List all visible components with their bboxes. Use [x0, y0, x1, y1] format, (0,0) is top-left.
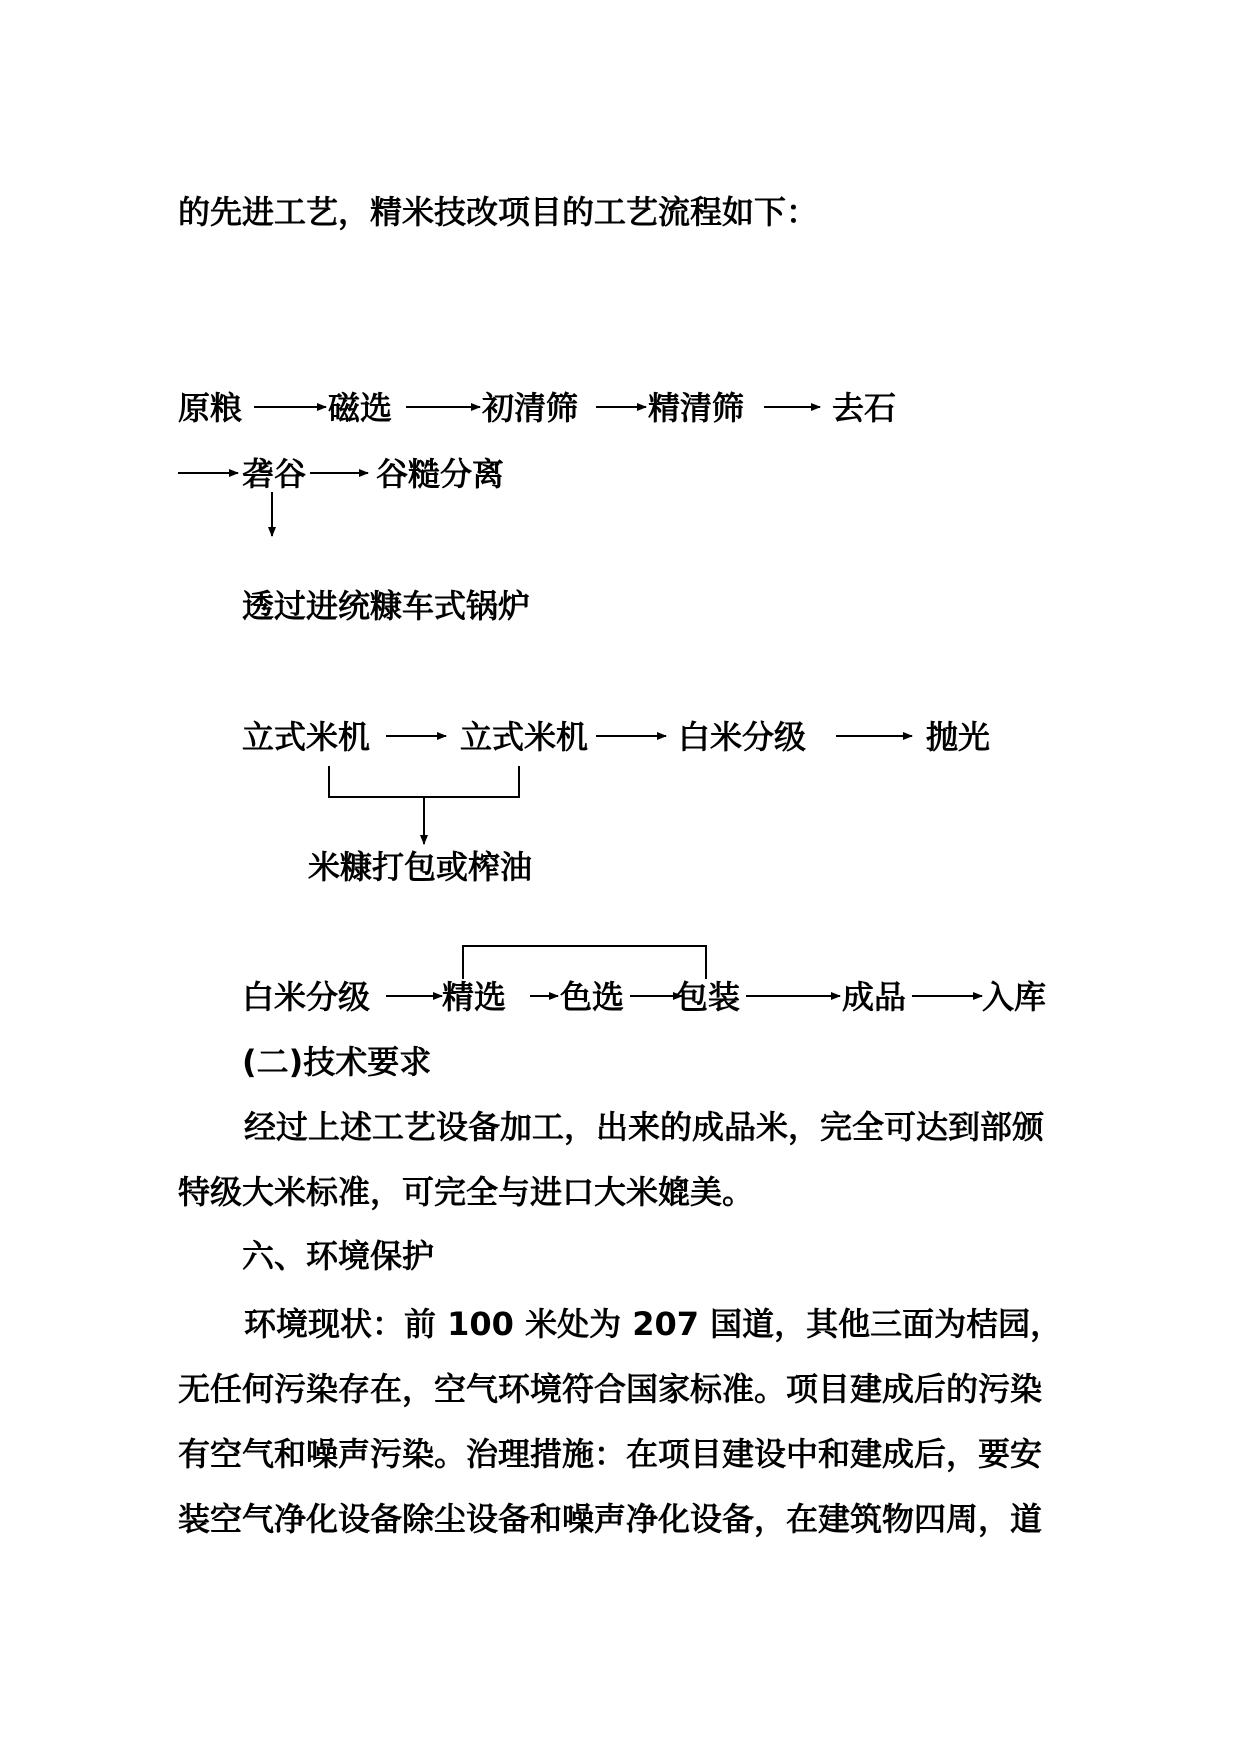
- section-6-heading: 六、环境保护: [242, 1237, 435, 1275]
- flow-bran-output: 米糠打包或榨油: [308, 848, 533, 886]
- flow-step-vertical-mill-1: 立式米机: [242, 718, 371, 756]
- flow-step-destone: 去石: [832, 389, 897, 427]
- flow-step-husking: 砻谷: [242, 455, 307, 493]
- flow-step-finished: 成品: [842, 978, 907, 1016]
- flow-step-magnetic: 磁选: [328, 389, 393, 427]
- flow-step-paddy-separation: 谷糙分离: [376, 455, 505, 493]
- flow-step-raw-grain: 原粮: [178, 389, 243, 427]
- intro-line: 的先进工艺，精米技改项目的工艺流程如下：: [178, 193, 819, 231]
- bran-bracket: [329, 766, 519, 797]
- flow-step-fine-clean: 精清筛: [648, 389, 745, 427]
- flow-step-color-sort: 色选: [560, 978, 625, 1016]
- flow-step-fine-select: 精选: [442, 978, 507, 1016]
- section-2-body: [178, 1095, 1068, 1225]
- section-6-body: [178, 1292, 1068, 1552]
- section-6-line-2: 无任何污染存在，空气环境符合国家标准。项目建成后的污染: [178, 1370, 1043, 1408]
- section-2-line-1: 经过上述工艺设备加工，出来的成品米，完全可达到部颁: [244, 1108, 1045, 1146]
- section-6-line-1: 环境现状：前 100 米处为 207 国道，其他三面为桔园，: [244, 1305, 1063, 1343]
- flow-step-vertical-mill-2: 立式米机: [460, 718, 589, 756]
- flow-step-grading: 白米分级: [678, 718, 807, 756]
- section-2-line-2: 特级大米标准，可完全与进口大米媲美。: [178, 1173, 755, 1211]
- flow-step-storage: 入库: [982, 978, 1047, 1016]
- section-6-line-3: 有空气和噪声污染。治理措施：在项目建设中和建成后，要安: [178, 1435, 1043, 1473]
- section-6-line-4: 装空气净化设备除尘设备和噪声净化设备，在建筑物四周，道: [178, 1500, 1043, 1538]
- flow-step-pre-clean: 初清筛: [482, 389, 579, 427]
- section-2-heading: (二)技术要求: [242, 1043, 432, 1081]
- flow-step-package: 包装: [676, 978, 741, 1016]
- return-bracket: [463, 946, 706, 979]
- flow-step-grading-2: 白米分级: [242, 978, 371, 1016]
- flow-hull-output: 透过进统糠车式锅炉: [242, 587, 531, 625]
- flow-step-polish: 抛光: [926, 718, 991, 756]
